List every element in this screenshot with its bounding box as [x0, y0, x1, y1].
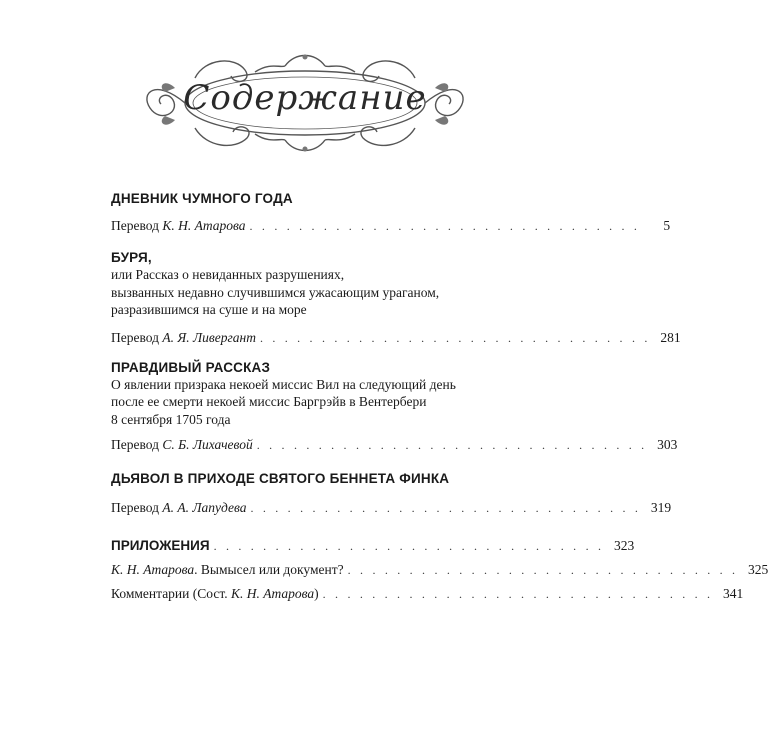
- toc-entry[interactable]: [111, 499, 672, 517]
- closing-paren: ): [314, 586, 319, 601]
- subtitle-line: или Рассказ о невиданных разрушениях,: [111, 267, 345, 282]
- page-number: 281: [660, 329, 681, 345]
- page-number: 5: [663, 218, 671, 233]
- translator-name: С. Б. Лихачевой: [162, 437, 253, 452]
- translator-name: А. А. Лапудева: [162, 500, 247, 515]
- translator-name: К. Н. Атарова: [162, 218, 246, 233]
- section-title: ДЬЯВОЛ В ПРИХОДЕ СВЯТОГО БЕННЕТА ФИНКА: [111, 471, 450, 486]
- page-number: 303: [657, 437, 678, 452]
- toc-entry[interactable]: [111, 217, 671, 235]
- section-title: ДНЕВНИК ЧУМНОГО ГОДА: [111, 191, 293, 206]
- subtitle-line: разразившимся на суше и на море: [111, 302, 307, 317]
- page-number: 323: [613, 538, 635, 553]
- entry-prefix: Перевод: [111, 437, 163, 452]
- toc-section: [111, 470, 672, 517]
- section-title: БУРЯ,: [111, 250, 152, 265]
- entry-prefix: Перевод: [111, 218, 163, 233]
- page-number: 341: [723, 586, 744, 601]
- page-number: 325: [748, 562, 768, 577]
- leader-dots: . . . . . . . . . . . . . . . . . . . . . . . . . . . . . . . .: [250, 501, 642, 515]
- subtitle-line: вызванных недавно случившимся ужасающим ураганом,: [111, 284, 440, 300]
- toc-entry[interactable]: [111, 585, 744, 603]
- toc-section: [111, 249, 681, 347]
- subtitle-line: 8 сентября 1705 года: [111, 411, 231, 427]
- leader-dots: . . . . . . . . . . . . . . . . . . . . . . . . . . . . . . . .: [322, 587, 714, 601]
- leader-dots: . . . . . . . . . . . . . . . . . . . . . . . . . . . . . . . .: [259, 330, 651, 345]
- toc-entry[interactable]: [111, 561, 768, 579]
- author-name: К. Н. Атарова: [230, 586, 315, 601]
- entry-prefix: Перевод: [111, 329, 163, 345]
- leader-dots: . . . . . . . . . . . . . . . . . . . . . . . . . . . . . . . .: [256, 438, 648, 452]
- title-cartouche: [135, 48, 475, 158]
- toc-entry[interactable]: [111, 329, 681, 347]
- leader-dots: . . . . . . . . . . . . . . . . . . . . . . . . . . . . . . . .: [347, 563, 739, 577]
- entry-prefix: Перевод: [111, 500, 163, 515]
- leader-dots: . . . . . . . . . . . . . . . . . . . . . . . . . . . . . . . .: [213, 539, 605, 553]
- leader-dots: . . . . . . . . . . . . . . . . . . . . . . . . . . . . . . . .: [249, 219, 641, 233]
- author-name: К. Н. Атарова: [111, 562, 195, 577]
- entry-title: Комментарии (Сост.: [111, 586, 231, 601]
- toc-section: [111, 190, 671, 235]
- table-of-contents: [111, 190, 768, 603]
- toc-entry[interactable]: [111, 436, 678, 454]
- toc-appendix: [111, 537, 768, 603]
- subtitle-line: после ее смерти некоей миссис Баргрэйв в Вентербери: [111, 394, 427, 409]
- translator-name: А. Я. Ливергант: [162, 329, 256, 345]
- section-title: ПРАВДИВЫЙ РАССКАЗ: [111, 359, 271, 375]
- entry-title: . Вымысел или документ?: [194, 562, 344, 577]
- toc-section: [111, 359, 678, 455]
- subtitle-line: О явлении призрака некоей миссис Вил на следующий день: [111, 376, 456, 392]
- section-title: ПРИЛОЖЕНИЯ: [111, 538, 210, 553]
- appendix-entry[interactable]: [111, 537, 635, 555]
- page-title: Содержание: [183, 78, 427, 118]
- page-number: 319: [650, 500, 672, 515]
